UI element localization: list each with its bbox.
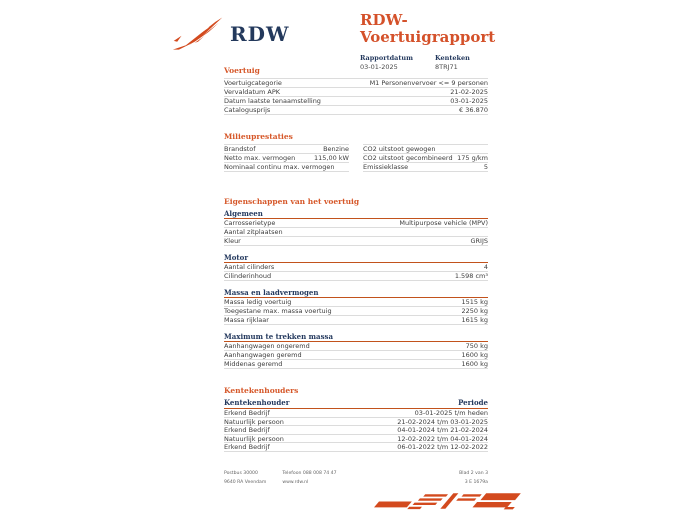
footer-contact [282,469,336,487]
kentekenhouders-rows [224,409,488,452]
field-value: 115,00 kW [313,153,349,162]
holder-type: Natuurlijk persoon [224,434,284,443]
holder-type: Erkend Bedrijf [224,443,270,451]
field-value: 4 [483,262,488,271]
field-label: CO2 uitstoot gecombineerd [363,153,453,162]
column-header-kentekenhouder: Kentekenhouder [224,398,290,407]
section-heading-eigenschappen: Eigenschappen van het voertuig [224,197,360,206]
field-label: Voertuigcategorie [224,78,282,87]
holder-type: Erkend Bedrijf [224,426,270,434]
subsection-massa [224,288,488,325]
footer-website: www.rdw.nl [282,480,309,485]
table-row [224,316,488,325]
table-row [224,426,488,435]
holder-period: 03-01-2025 t/m heden [414,409,488,417]
field-value: € 36.870 [459,105,488,114]
page-footer [224,469,488,487]
holder-period: 06-01-2022 t/m 12-02-2022 [397,443,488,451]
milieu-columns [224,144,488,172]
field-label: Kleur [224,236,241,245]
report-date-value: 03-01-2025 [360,63,398,71]
report-date-label: Rapportdatum [360,54,413,62]
table-row [224,443,488,452]
title-block [360,12,540,72]
field-label: Toegestane max. massa voertuig [224,306,332,315]
subsection-motor [224,253,488,281]
table-row [224,435,488,444]
holder-period: 12-02-2022 t/m 04-01-2024 [397,434,488,443]
motor-rows [224,263,488,281]
report-content [224,66,488,452]
trekken-rows [224,342,488,369]
subsection-trekken [224,332,488,369]
table-row [224,272,488,281]
report-title: RDW-Voertuigrapport [360,11,496,46]
table-row [224,237,488,246]
footer-address-line1: Postbus 30000 [224,471,258,476]
rdw-flame-icon [172,16,224,52]
subsection-heading-trekken: Maximum te trekken massa [224,332,488,342]
field-label: Aantal zitplaatsen [224,227,283,236]
footer-phone: Telefoon 088 008 74 47 [282,471,337,476]
field-value: 750 kg [465,341,488,350]
field-value: 1615 kg [461,315,488,324]
algemeen-rows [224,219,488,246]
license-plate-label: Kenteken [434,54,470,62]
field-value: 03-01-2025 [450,96,488,105]
subsection-heading-massa: Massa en laadvermogen [224,288,488,298]
field-value: 1515 kg [461,297,488,306]
field-value: GRIJS [470,236,488,245]
field-label: Aanhangwagen geremd [224,350,302,359]
table-row [224,228,488,237]
field-label: Massa rijklaar [224,315,269,324]
holder-period: 04-01-2024 t/m 21-02-2024 [397,426,488,434]
field-value: Benzine [323,144,349,153]
section-milieuprestaties [224,132,488,172]
field-label: Carrosserietype [224,218,276,227]
section-voertuig [224,66,488,115]
field-label: Emissieklasse [363,162,409,171]
section-heading-kentekenhouders: Kentekenhouders [224,386,299,395]
table-row [224,106,488,115]
rdw-stripes-graphic [371,491,526,514]
holder-period: 21-02-2024 t/m 03-01-2025 [397,417,488,426]
field-label: Aanhangwagen ongeremd [224,341,310,350]
section-heading-milieuprestaties: Milieuprestaties [224,132,293,141]
field-label: Brandstof [224,144,256,153]
field-label: Vervaldatum APK [224,87,281,96]
field-value: 21-02-2025 [450,87,488,96]
field-value: M1 Personenvervoer <= 9 personen [369,78,488,87]
section-eigenschappen [224,197,488,369]
footer-address-line2: 9640 RA Veendam [224,480,267,485]
table-row [224,163,349,172]
section-heading-voertuig: Voertuig [224,66,260,75]
section-kentekenhouders [224,386,488,452]
field-label: Nominaal continu max. vermogen [224,162,335,171]
table-row [224,360,488,369]
voertuig-rows [224,78,488,115]
license-plate-value: 8TRJ71 [434,63,458,71]
footer-address [224,469,266,487]
subsection-heading-algemeen: Algemeen [224,209,488,219]
table-row [363,163,488,172]
field-label: Datum laatste tenaamstelling [224,96,321,105]
footer-page-indicator: Blad 2 van 3 [459,471,488,476]
field-label: Massa ledig voertuig [224,297,292,306]
field-label: Aantal cilinders [224,262,275,271]
field-value: 175 g/km [457,153,488,162]
subsection-heading-motor: Motor [224,253,488,263]
field-value: Multipurpose vehicle (MPV) [399,218,488,227]
footer-page-info [459,469,488,487]
field-label: CO2 uitstoot gewogen [363,144,436,153]
kentekenhouders-table-header [224,398,488,409]
field-value: 1600 kg [461,350,488,359]
field-label: Netto max. vermogen [224,153,296,162]
rdw-logo-text: RDW [230,22,290,46]
holder-type: Natuurlijk persoon [224,417,284,426]
subsection-algemeen [224,209,488,246]
field-value: 1.598 cm³ [454,271,488,280]
footer-doc-code: 3 E 1679a [464,480,488,485]
milieu-left-column [224,144,349,172]
holder-type: Erkend Bedrijf [224,409,270,417]
table-row [224,418,488,427]
field-label: Catalogusprijs [224,105,271,114]
field-value: 2250 kg [461,306,488,315]
milieu-right-column [363,144,488,172]
rdw-logo [172,16,289,52]
massa-rows [224,298,488,325]
field-value: 5 [483,162,488,171]
table-row [224,409,488,418]
field-label: Middenas geremd [224,359,283,368]
field-label: Cilinderinhoud [224,271,272,280]
field-value: 1600 kg [461,359,488,368]
column-header-periode: Periode [458,398,488,407]
